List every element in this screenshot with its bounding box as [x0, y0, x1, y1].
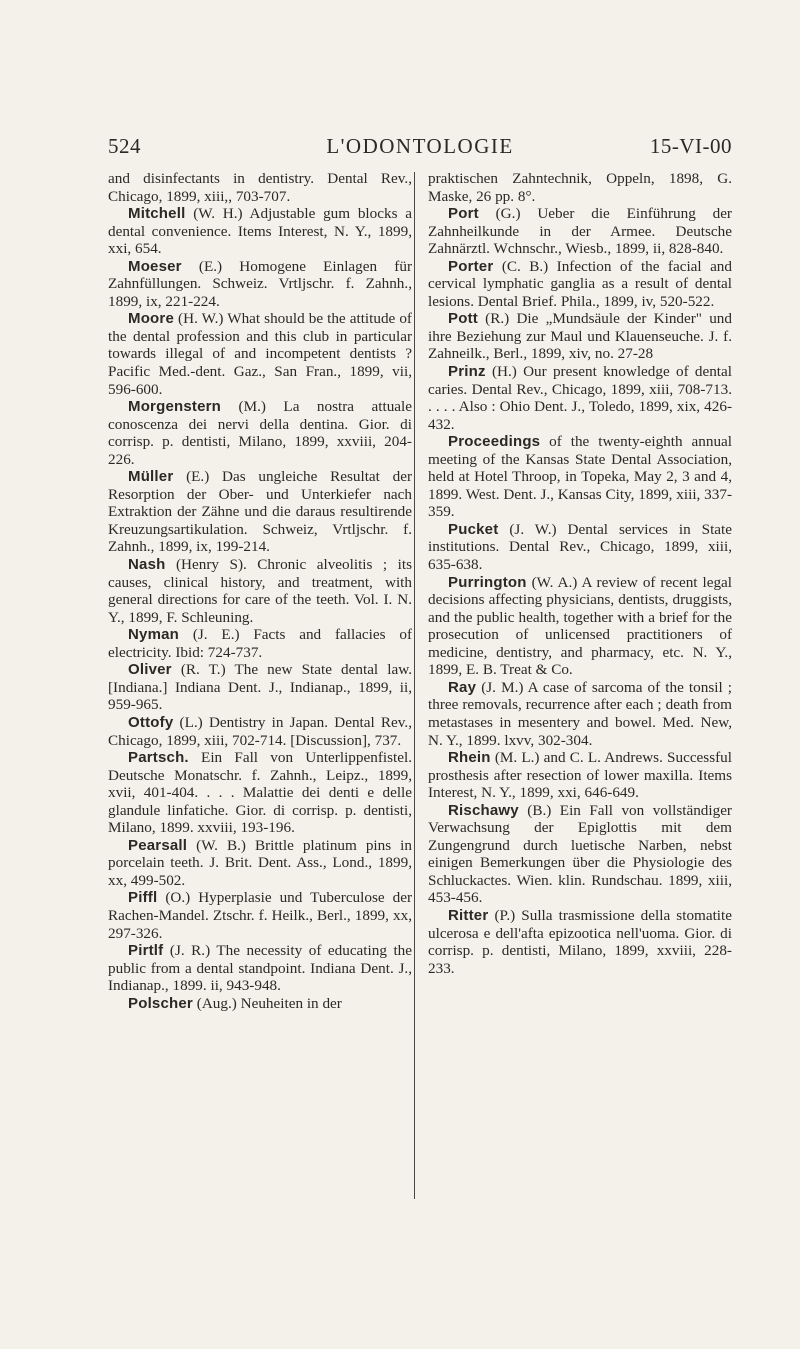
author-name: Rischawy: [448, 801, 519, 819]
bibliography-entry: Prinz (H.) Our present knowledge of dental caries. Dental Rev., Chicago, 1899, xiii, 708-713. . . . . Also : Ohio Dent. J., Toledo, 1899, xix, 426-432.: [428, 363, 732, 433]
author-name: Proceedings: [448, 433, 541, 451]
author-name: Pirtlf: [128, 942, 164, 960]
author-name: Porter: [448, 257, 494, 275]
author-name: Rhein: [448, 749, 491, 767]
bibliography-entry: Nyman (J. E.) Facts and fallacies of electricity. Ibid: 724-737.: [108, 626, 412, 661]
bibliography-entry: Pott (R.) Die „Mundsäule der Kinder" und ihre Beziehung zur Maul und Klauenseuche. J. f. Zahneilk., Berl., 1899, xiv, no. 27-28: [428, 310, 732, 363]
bibliography-entry: Proceedings of the twenty-eighth annual meeting of the Kansas State Dental Association, held at Hotel Throop, in Topeka, May 2, 3 and 4, 1899. West. Dent. J., Kansas City, 1899, xiii, 337-359.: [428, 433, 732, 521]
bibliography-entry: Moore (H. W.) What should be the attitude of the dental profession and this club in particular towards illegal of and incompetent dentists ? Pacific Med.-dent. Gaz., San Fran., 1899, vii, 596-600.: [108, 310, 412, 398]
author-name: Ottofy: [128, 713, 174, 731]
author-name: Moore: [128, 310, 174, 328]
bibliography-entry: Port (G.) Ueber die Einführung der Zahnheilkunde in der Armee. Deutsche Zahnärztl. Wchnschr., Wiesb., 1899, ii, 828-840.: [428, 205, 732, 258]
bibliography-entry: Rhein (M. L.) and C. L. Andrews. Successful prosthesis after resection of lower maxilla. Items Interest, N. Y., 1899, xxi, 646-649.: [428, 749, 732, 802]
right-column: [428, 170, 732, 977]
bibliography-entry: Moeser (E.) Homogene Einlagen für Zahnfüllungen. Schweiz. Vrtljschr. f. Zahnh., 1899, ix, 221-224.: [108, 257, 412, 310]
author-name: Nyman: [128, 626, 180, 644]
author-name: Ray: [448, 678, 477, 696]
bibliography-entry: Nash (Henry S). Chronic alveolitis ; its causes, clinical history, and treatment, with general directions for care of the teeth. Vol. I. N. Y., 1899, F. Schleuning.: [108, 556, 412, 626]
running-header: [108, 134, 732, 166]
author-name: Morgenstern: [128, 398, 222, 416]
author-name: Prinz: [448, 363, 486, 381]
author-name: Müller: [128, 468, 174, 486]
bibliography-entry: Ritter (P.) Sulla trasmissione della stomatite ulcerosa e dell'afta epizootica nell'uoma. Gior. di corrisp. p. dentisti, Milano, 1899, xxviii, 228-233.: [428, 906, 732, 977]
column-divider: [414, 172, 415, 1199]
author-name: Moeser: [128, 257, 182, 275]
author-name: Polscher: [128, 994, 193, 1012]
bibliography-entry: Mitchell (W. H.) Adjustable gum blocks a dental convenience. Items Interest, N. Y., 1899, xxi, 654.: [108, 205, 412, 258]
author-name: Piffl: [128, 889, 158, 907]
author-name: Nash: [128, 556, 166, 574]
author-name: Oliver: [128, 661, 172, 679]
bibliography-entry: Purrington (W. A.) A review of recent legal decisions affecting physicians, dentists, druggists, and the public health, together with a brief for the prosecution of unlicensed practitioners of medicine, dentistry, and pharmacy, etc. N. Y., 1899, E. B. Treat & Co.: [428, 573, 732, 679]
bibliography-entry: Ray (J. M.) A case of sarcoma of the tonsil ; three removals, recurrence after each ; death from metastases in mesentery and bowel. Med. New, N. Y., 1899. lxvv, 302-304.: [428, 678, 732, 749]
bibliography-entry: Ottofy (L.) Dentistry in Japan. Dental Rev., Chicago, 1899, xiii, 702-714. [Discussion], 737.: [108, 713, 412, 749]
author-name: Pott: [448, 310, 478, 328]
bibliography-entry: praktischen Zahntechnik, Oppeln, 1898, G. Maske, 26 pp. 8°.: [428, 170, 732, 205]
bibliography-entry: Porter (C. B.) Infection of the facial and cervical lymphatic ganglia as a result of dental lesions. Dental Brief. Phila., 1899, iv, 520-522.: [428, 257, 732, 310]
author-name: Purrington: [448, 573, 527, 591]
bibliography-entry: Müller (E.) Das ungleiche Resultat der Resorption der Ober- und Unterkiefer nach Extraktion der Zähne und die daraus resultirende Kreuzungsartikulation. Schweiz, Vrtljschr. f. Zahnh., 1899, ix, 199-214.: [108, 468, 412, 556]
journal-title: L'ODONTOLOGIE: [326, 134, 514, 158]
bibliography-entry: and disinfectants in dentistry. Dental Rev., Chicago, 1899, xiii,, 703-707.: [108, 170, 412, 205]
author-name: Partsch.: [128, 749, 189, 767]
issue-date: 15-VI-00: [649, 134, 732, 158]
left-column: [108, 170, 412, 1012]
author-name: Pearsall: [128, 836, 188, 854]
bibliography-entry: Piffl (O.) Hyperplasie und Tuberculose der Rachen-Mandel. Ztschr. f. Heilk., Berl., 1899, xx, 297-326.: [108, 889, 412, 942]
bibliography-entry: Pearsall (W. B.) Brittle platinum pins in porcelain teeth. J. Brit. Dent. Ass., Lond., 1899, xx, 499-502.: [108, 836, 412, 889]
bibliography-entry: Morgenstern (M.) La nostra attuale conoscenza dei nervi della dentina. Gior. di corrisp. p. dentisti, Milano, 1899, xxviii, 204-226.: [108, 398, 412, 468]
bibliography-entry: Polscher (Aug.) Neuheiten in der: [128, 994, 342, 1012]
author-name: Ritter: [448, 906, 489, 924]
author-name: Pucket: [448, 520, 499, 538]
author-name: Port: [448, 205, 479, 223]
page-number: 524: [108, 134, 141, 158]
bibliography-entry: Pirtlf (J. R.) The necessity of educating the public from a dental standpoint. Indiana Dent. J., Indianap., 1899. ii, 943-948.: [108, 942, 412, 995]
bibliography-entry: Pucket (J. W.) Dental services in State institutions. Dental Rev., Chicago, 1899, xiii, 635-638.: [428, 520, 732, 574]
bibliography-entry: Rischawy (B.) Ein Fall von vollständiger Verwachsung der Epiglottis mit dem Zungengrund durch luetische Narben, nebst einigen Bemerkungen über die Physiologie des Schluckactes. Wien. klin. Rundschau. 1899, xiii, 453-456.: [428, 801, 732, 907]
author-name: Mitchell: [128, 205, 186, 223]
bibliography-entry: Partsch. Ein Fall von Unterlippenfistel. Deutsche Monatschr. f. Zahnh., Leipz., 1899, xvii, 401-404. . . . Malattie dei denti e delle glandule linfatiche. Gior. di corrisp. p. dentisti, Milano, 1899. xxviii, 193-196.: [108, 749, 412, 837]
bibliography-entry: Oliver (R. T.) The new State dental law. [Indiana.] Indiana Dent. J., Indianap., 1899, ii, 959-965.: [108, 661, 412, 714]
